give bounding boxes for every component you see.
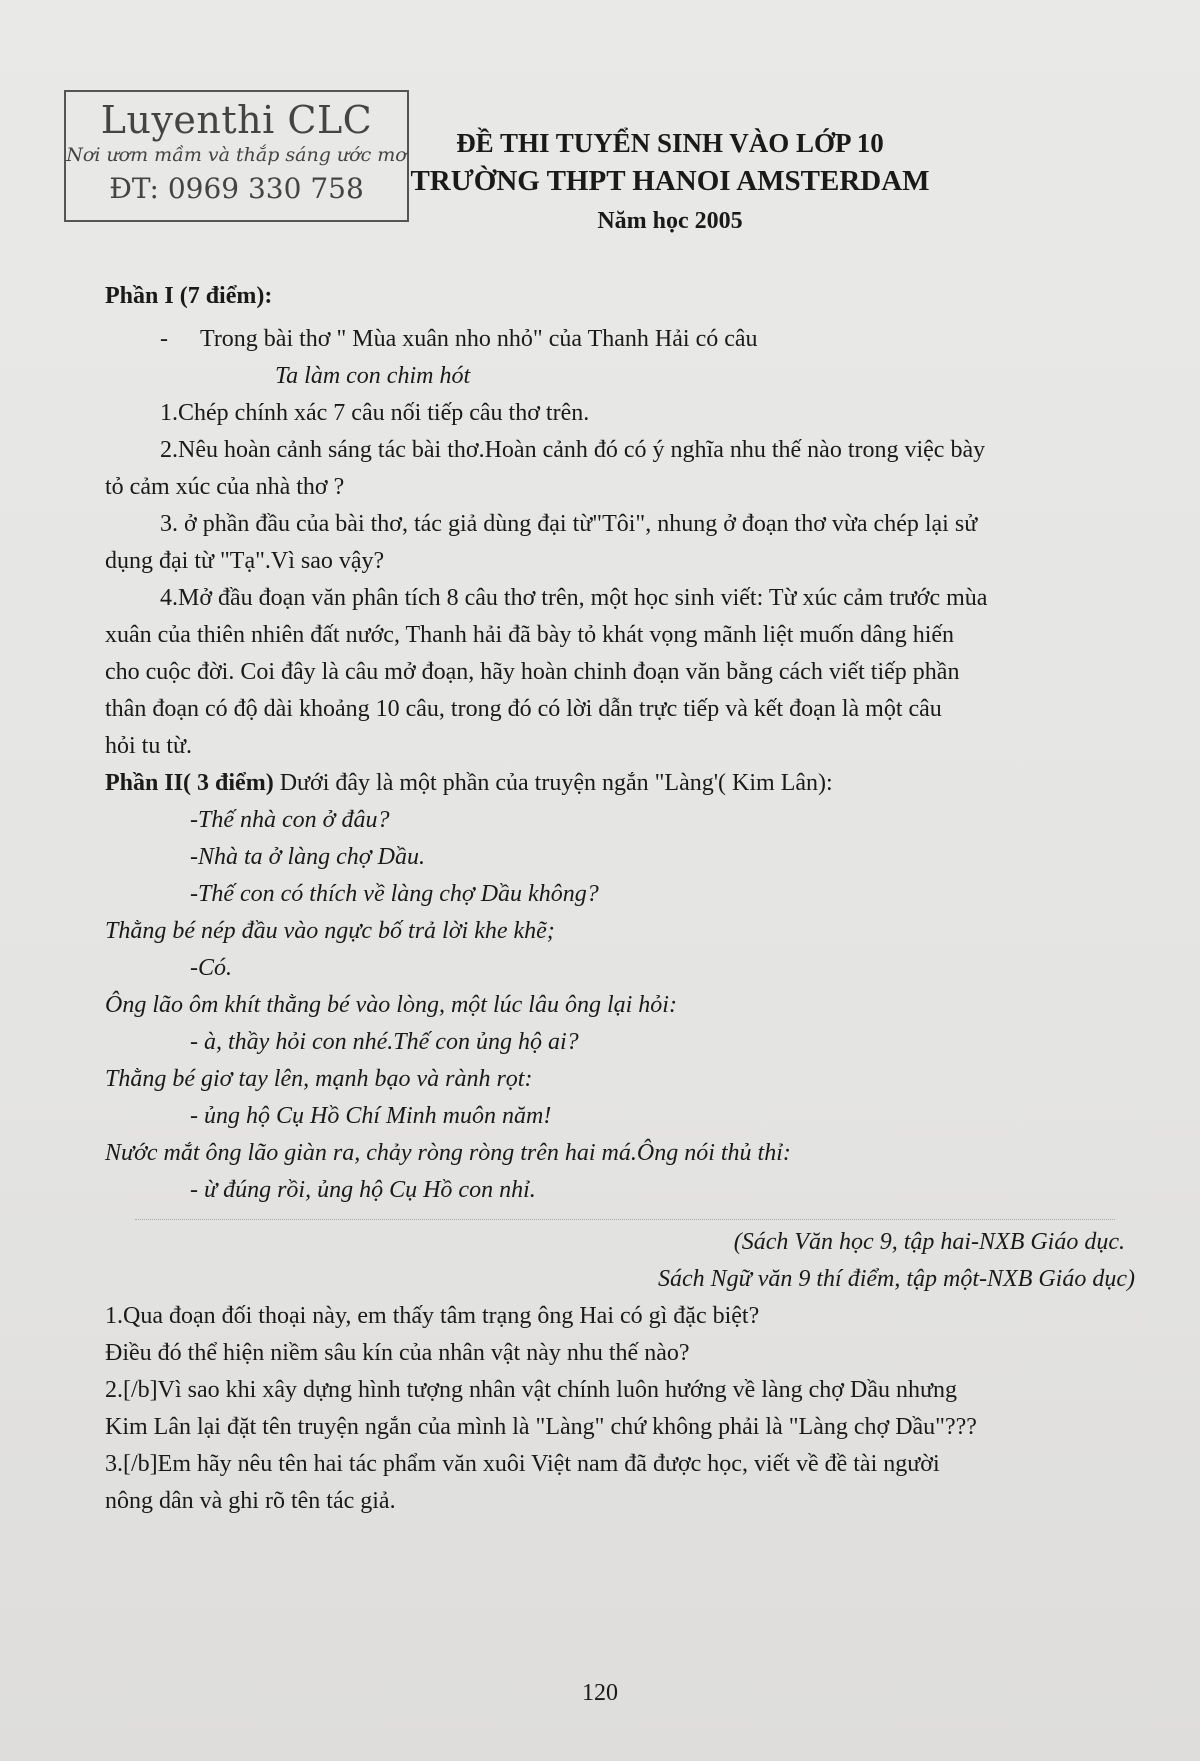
part2-title: Phần II( 3 điểm): [105, 770, 274, 796]
dialogue-narration: Thằng bé nép đầu vào ngực bố trả lời khe khẽ;: [105, 918, 555, 944]
source-line-2: Sách Ngữ văn 9 thí điểm, tập một-NXB Giáo dục): [657, 1266, 1135, 1292]
part1-q4-line5: hỏi tu từ.: [105, 733, 193, 759]
school-name: TRƯỜNG THPT HANOI AMSTERDAM: [410, 165, 930, 197]
dialogue-line: -Thế con có thích về làng chợ Dầu không?: [190, 881, 599, 907]
part2-q2-line1: 2.[/b]Vì sao khi xây dựng hình tượng nhân vật chính luôn hướng về làng chợ Dầu nhưng: [105, 1377, 957, 1403]
dialogue-line: -Thế nhà con ở đâu?: [190, 807, 390, 833]
dialogue-line: -Có.: [190, 955, 232, 981]
dialogue-line: - ừ đúng rồi, ủng hộ Cụ Hồ con nhỉ.: [190, 1177, 536, 1203]
page-number: 120: [582, 1680, 618, 1706]
part1-q4-line2: xuân của thiên nhiên đất nước, Thanh hải đã bày tỏ khát vọng mãnh liệt muốn dâng hiến: [105, 622, 955, 648]
dialogue-narration: Nước mắt ông lão giàn ra, chảy ròng ròng trên hai má.Ông nói thủ thỉ:: [105, 1140, 791, 1166]
part2-q2-line2: Kim Lân lại đặt tên truyện ngắn của mình là "Làng" chứ không phải là "Làng chợ Dầu"???: [105, 1414, 977, 1440]
part2-q3-line1: 3.[/b]Em hãy nêu tên hai tác phẩm văn xuôi Việt nam đã được học, viết về đề tài người: [105, 1451, 940, 1477]
part1-q4-line1: 4.Mở đầu đoạn văn phân tích 8 câu thơ trên, một học sinh viết: Từ xúc cảm trước mùa: [160, 585, 988, 611]
exam-content: [105, 278, 1145, 1520]
part1-q2-line1: 2.Nêu hoàn cảnh sáng tác bài thơ.Hoàn cảnh đó có ý nghĩa nhu thế nào trong việc bày: [160, 437, 986, 463]
source-line-1: (Sách Văn học 9, tập hai-NXB Giáo dục.: [733, 1229, 1125, 1255]
part2-q1-line2: Điều đó thể hiện niềm sâu kín của nhân vật này nhu thế nào?: [105, 1340, 690, 1366]
part1-q1: 1.Chép chính xác 7 câu nối tiếp câu thơ trên.: [160, 400, 590, 426]
dialogue-narration: Ông lão ôm khít thằng bé vào lòng, một lúc lâu ông lại hỏi:: [105, 992, 677, 1018]
exam-header: [390, 128, 950, 235]
part1-q4-line3: cho cuộc đời. Coi đây là câu mở đoạn, hãy hoàn chinh đoạn văn bằng cách viết tiếp phần: [105, 659, 960, 685]
publisher-stamp: [64, 90, 409, 222]
dialogue-line: - à, thầy hỏi con nhé.Thế con ủng hộ ai?: [190, 1029, 579, 1055]
part2-intro: Dưới đây là một phần của truyện ngắn "Làng'( Kim Lân):: [273, 770, 833, 796]
exam-title: ĐỀ THI TUYỂN SINH VÀO LỚP 10: [456, 128, 884, 158]
separator-line: [135, 1219, 1115, 1220]
part1-verse: Ta làm con chim hót: [275, 363, 471, 389]
part2-heading: [105, 765, 1145, 802]
dialogue-line: - ủng hộ Cụ Hồ Chí Minh muôn năm!: [190, 1103, 552, 1129]
part1-q2-line2: tỏ cảm xúc của nhà thơ ?: [105, 474, 345, 500]
part2-q3-line2: nông dân và ghi rõ tên tác giả.: [105, 1488, 396, 1514]
part2-q1-line1: 1.Qua đoạn đối thoại này, em thấy tâm trạng ông Hai có gì đặc biệt?: [105, 1303, 760, 1329]
part1-q3-line2: dụng đại từ "Tạ".Vì sao vậy?: [105, 548, 385, 574]
dialogue-line: -Nhà ta ở làng chợ Dầu.: [190, 844, 425, 870]
stamp-slogan: Nơi ươm mầm và thắp sáng ước mơ: [66, 144, 407, 166]
dialogue-narration: Thằng bé giơ tay lên, mạnh bạo và rành rọt:: [105, 1066, 533, 1092]
part1-title: Phần I (7 điểm):: [105, 283, 273, 309]
part1-intro: - Trong bài thơ " Mùa xuân nho nhỏ" của Thanh Hải có câu: [160, 326, 758, 352]
part1-q3-line1: 3. ở phần đầu của bài thơ, tác giả dùng đại từ"Tôi", nhung ở đoạn thơ vừa chép lại sử: [160, 511, 978, 537]
stamp-name: Luyenthi CLC: [100, 98, 373, 142]
part1-q4-line4: thân đoạn có độ dài khoảng 10 câu, trong đó có lời dẫn trực tiếp và kết đoạn là một câu: [105, 696, 942, 722]
school-year: Năm học 2005: [597, 208, 743, 234]
stamp-phone: ĐT: 0969 330 758: [109, 172, 364, 205]
